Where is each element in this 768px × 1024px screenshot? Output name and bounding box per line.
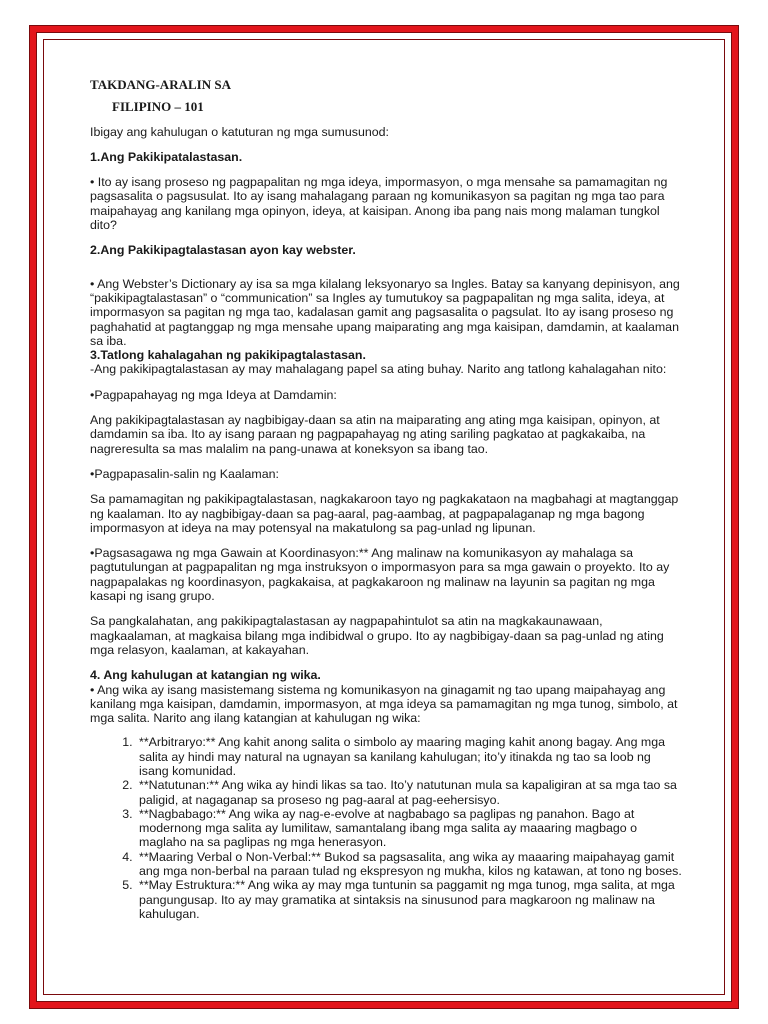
section-3-intro: -Ang pakikipagtalastasan ay may mahalagang papel sa ating buhay. Narito ang tatlong kahalagahan nito: — [90, 362, 667, 377]
section-2-heading: 2.Ang Pakikipagtalastasan ayon kay webster. — [90, 243, 356, 258]
section-3a-title: •Pagpapahayag ng mga Ideya at Damdamin: — [90, 387, 337, 402]
document-title: TAKDANG-ARALIN SA — [90, 77, 231, 92]
list-item: 2. **Natutunan:** Ang wika ay hindi likas sa tao. Ito’y natutunan mula sa kapaligiran at sa mga tao sa paligid, at nagaganap sa proseso ng pag-aaral at pag-eehersisyo. — [136, 778, 682, 807]
section-3b-body: Sa pamamagitan ng pakikipagtalastasan, nagkakaroon tayo ng pagkakataon na magbahagi at magtanggap ng kaalaman. Ito ay nagbibigay-daan sa pag-aaral, pag-aambag, at pagpapalaganap ng mga bagong impormasyon at ideya na may potensyal na makatulong sa pag-unlad ng lipunan. — [90, 492, 679, 535]
instruction-text: Ibigay ang kahulugan o katuturan ng mga sumusunod: — [90, 124, 389, 139]
list-item: 1. **Arbitraryo:** Ang kahit anong salita o simbolo ay maaring maging kahit anong bagay. Ang mga salita ay hindi may natural na ugnayan sa kanilang kahulugan; ito’y itinakda ng tao sa loob ng isang komunidad. — [136, 735, 682, 778]
list-item: 4. **Maaring Verbal o Non-Verbal:** Bukod sa pagsasalita, ang wika ay maaaring maipahayag gamit ang mga non-berbal na paraan tulad ng ekspresyon ng mukha, kilos ng katawan, at tono ng boses. — [136, 850, 682, 879]
section-4-heading: 4. Ang kahulugan at katangian ng wika. — [90, 668, 321, 683]
section-3-heading: 3.Tatlong kahalagahan ng pakikipagtalastasan. — [90, 348, 366, 363]
list-item: 5. **May Estruktura:** Ang wika ay may mga tuntunin sa paggamit ng mga tunog, mga salita, at mga pangungusap. Ito ay may gramatika at sintaksis na sinusunod para magkaroon ng malinaw na kahulugan. — [136, 878, 682, 921]
section-3-summary: Sa pangkalahatan, ang pakikipagtalastasan ay nagpapahintulot sa atin na magkakaunawaan, magkaalaman, at magkaisa bilang mga indibidwal o grupo. Ito ay nagbibigay-daan sa pag-unlad ng ating mga relasyon, kaalaman, at kakayahan. — [90, 614, 664, 657]
section-3a-body: Ang pakikipagtalastasan ay nagbibigay-daan sa atin na maiparating ang ating mga kaisipan, opinyon, at damdamin sa iba. Ito ay isang paraan ng pagpapahayag ng ating sariling pagkatao at pagkakaiba, na nagreresulta sa mas malalim na pang-unawa at koneksyon sa ibang tao. — [90, 413, 660, 456]
section-3b-title: •Pagpapasalin-salin ng Kaalaman: — [90, 466, 279, 481]
section-2-body: • Ang Webster’s Dictionary ay isa sa mga kilalang leksyonaryo sa Ingles. Batay sa kanyang depinisyon, ang “pakikipagtalastasan” o “communication” sa Ingles ay tumutukoy sa pagpapalitan ng mga salita, ideya, at impormasyon sa pagitan ng mga tao, kadalasan gamit ang pagsasalita o pagsulat. Ito ay isang proseso ng paghahatid at pagtanggap ng mga mensahe upang maiparating ang mga kaisipan, damdamin, at kaalaman sa iba. — [90, 276, 680, 348]
wika-characteristics-list — [90, 735, 682, 921]
document-subtitle: FILIPINO – 101 — [112, 99, 204, 115]
section-1-body: • Ito ay isang proseso ng pagpapalitan ng mga ideya, impormasyon, o mga mensahe sa pamamagitan ng pagsasalita o pagsusulat. Ito ay isang mahalagang paraan ng komunikasyon sa pagitan ng mga tao para maipahayag ang kanilang mga opinyon, ideya, at kaisipan. Anong iba pang nais mong malaman tungkol dito? — [90, 175, 668, 233]
document-body — [90, 78, 682, 921]
section-1-heading: 1.Ang Pakikipatalastasan. — [90, 149, 243, 164]
section-3c-body: •Pagsasagawa ng mga Gawain at Koordinasyon:** Ang malinaw na komunikasyon ay mahalaga sa pagtutulungan at pagpapalitan ng mga instruksyon o impormasyon para sa mga gawain o proyekto. Ito ay nagpapalakas ng koordinasyon, pagkakaisa, at pagkakaroon ng malinaw na layunin sa pagitan ng mga kasapi ng isang grupo. — [90, 546, 670, 604]
list-item: 3. **Nagbabago:** Ang wika ay nag-e-evolve at nagbabago sa paglipas ng panahon. Bago at modernong mga salita ay lumilitaw, samantalang ibang mga salita ay maaaring magbago o maglaho na sa paglipas ng mga henerasyon. — [136, 807, 682, 850]
section-4-intro: • Ang wika ay isang masistemang sistema ng komunikasyon na ginagamit ng tao upang maipahayag ang kanilang mga kaisipan, damdamin, impormasyon, at mga ideya sa pamamagitan ng mga tunog, simbolo, at mga salita. Narito ang ilang katangian at kahulugan ng wika: — [90, 682, 678, 726]
